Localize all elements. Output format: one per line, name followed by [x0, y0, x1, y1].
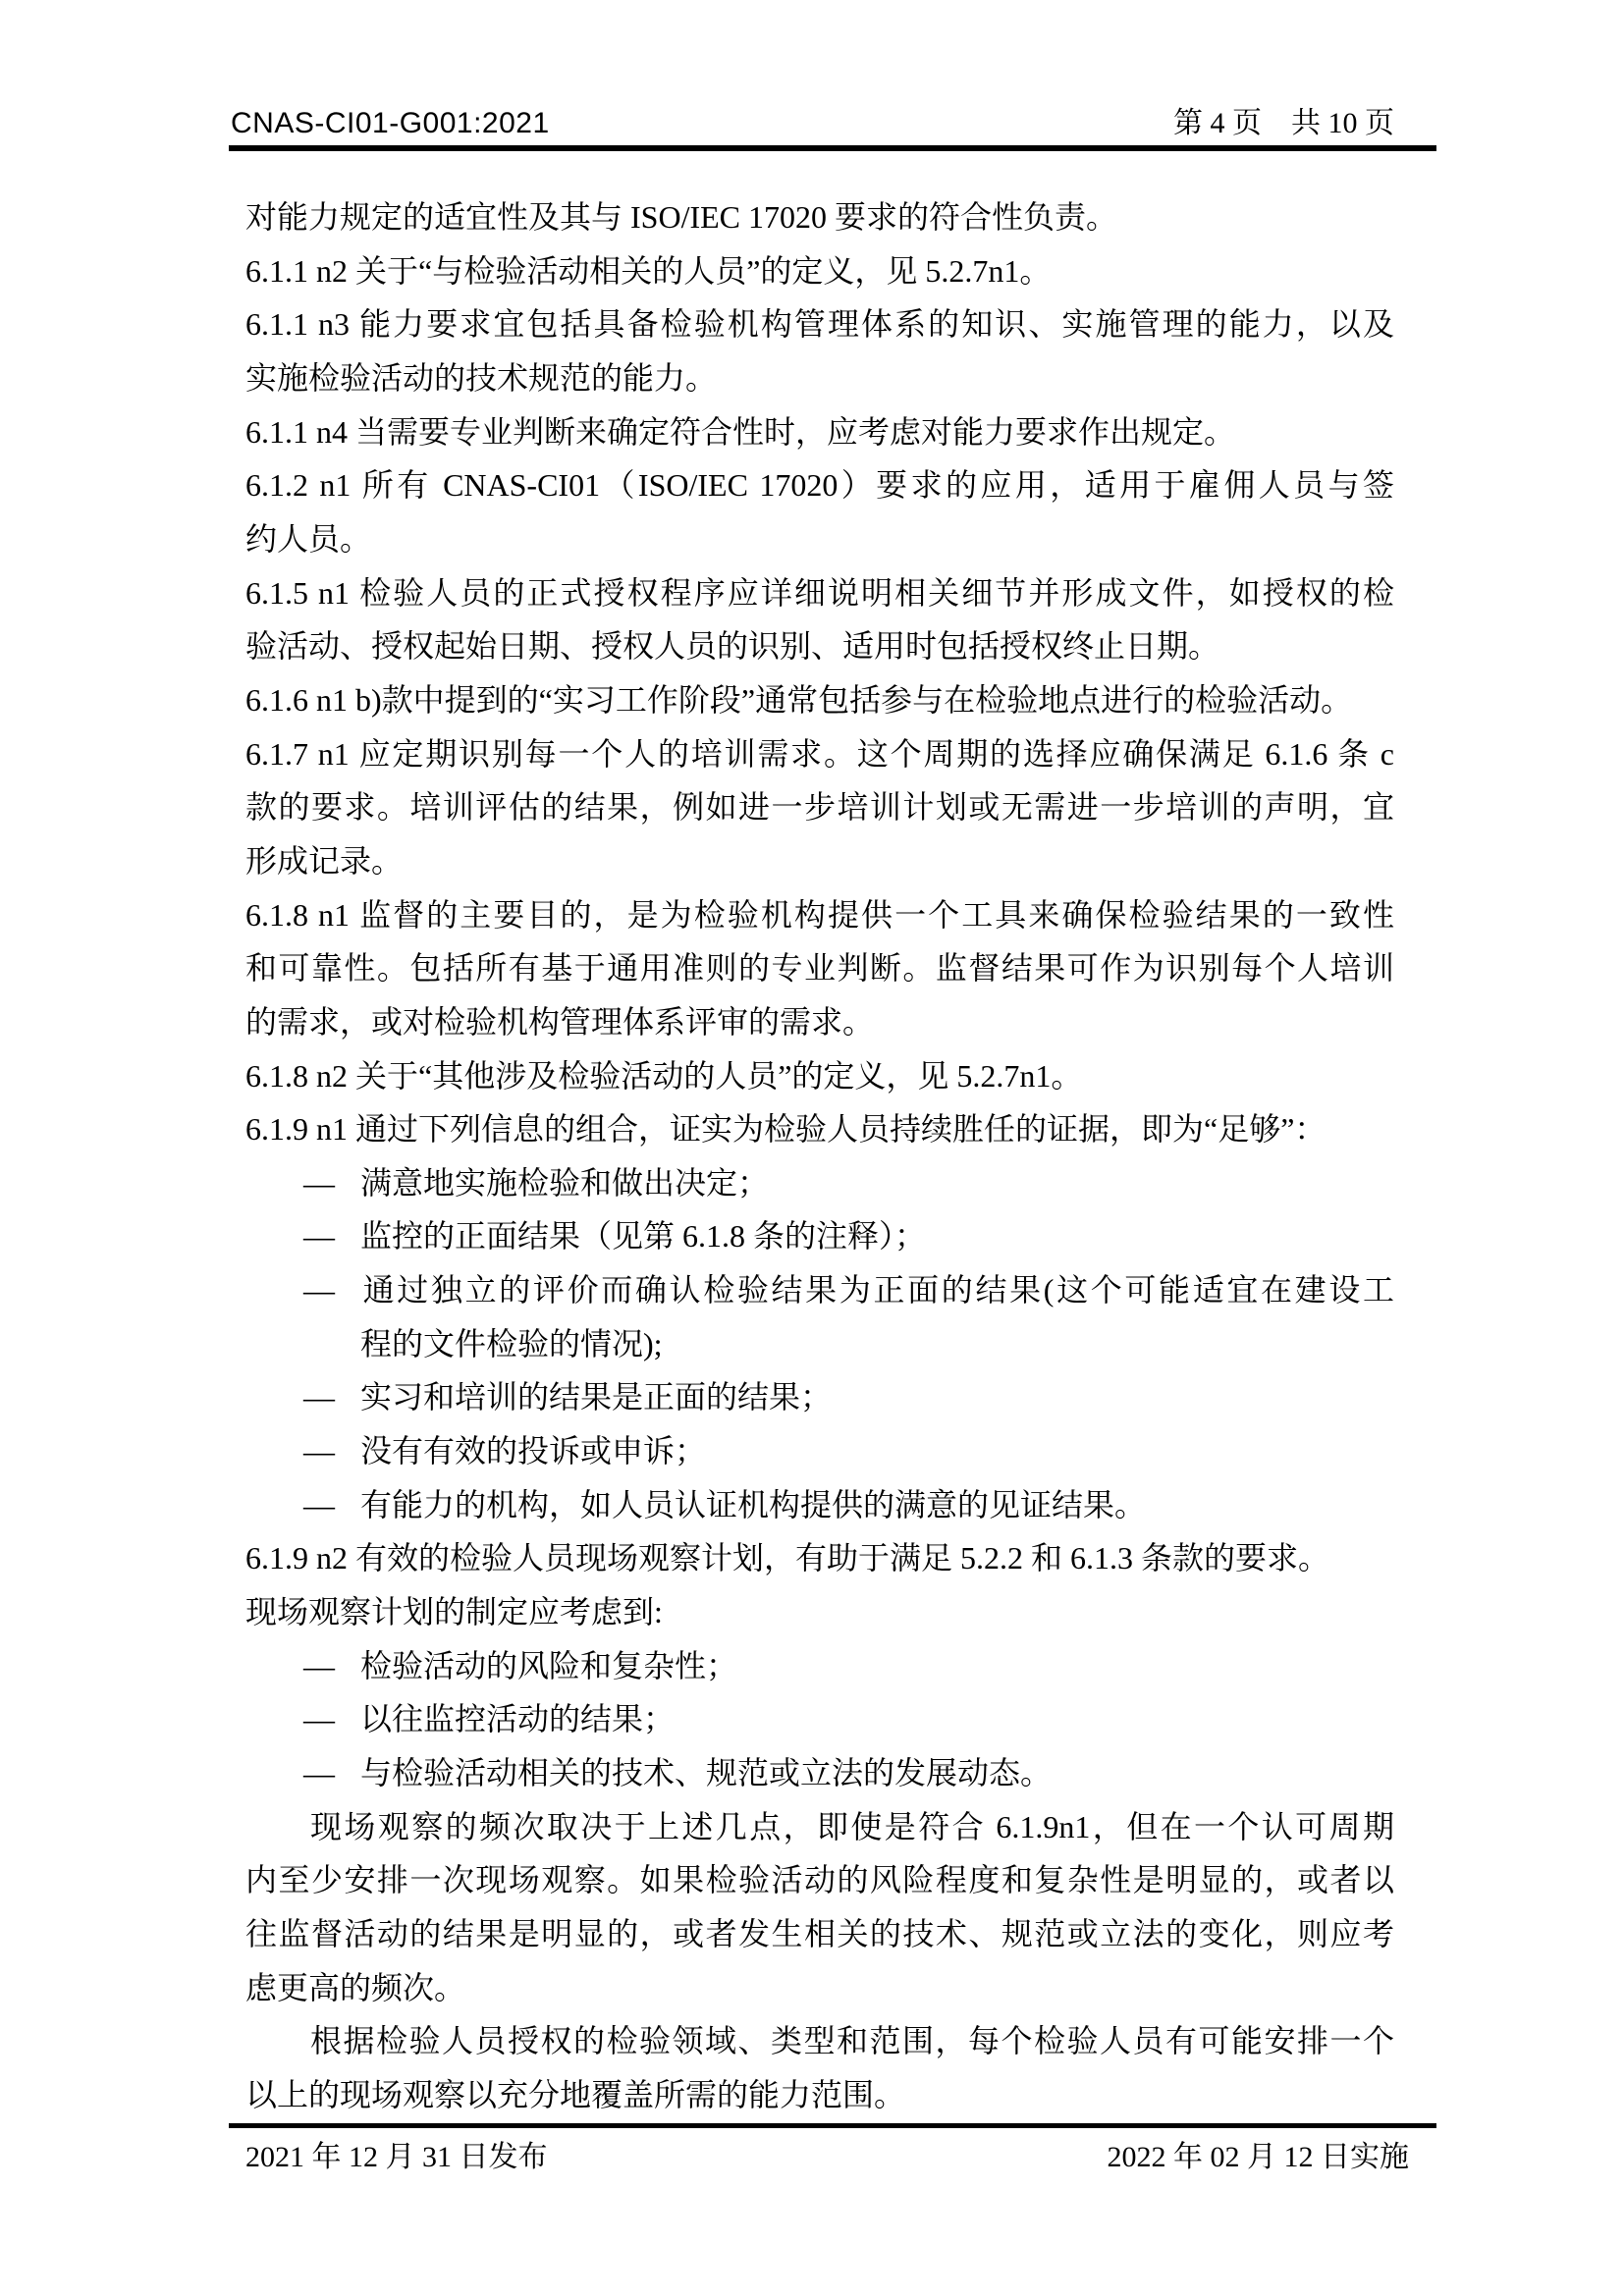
text-line: 内至少安排一次现场观察。如果检验活动的风险程度和复杂性是明显的，或者以	[245, 1862, 1394, 1898]
text-line: 往监督活动的结果是明显的，或者发生相关的技术、规范或立法的变化，则应考	[245, 1916, 1394, 1951]
bullet-line	[245, 1746, 1394, 1800]
bullet-line	[245, 1424, 1394, 1478]
bullet-line	[245, 1370, 1394, 1424]
bullet-dash-icon: —	[303, 1433, 335, 1469]
bullet-line	[245, 1692, 1394, 1746]
document-body	[245, 190, 1394, 2122]
bullet-text: 监控的正面结果（见第 6.1.8 条的注释）；	[360, 1218, 927, 1255]
text-line: 6.1.1 n3 能力要求宜包括具备检验机构管理体系的知识、实施管理的能力，以及	[245, 306, 1394, 343]
bullet-text: 以往监控活动的结果；	[360, 1701, 676, 1737]
bullet-text: 检验活动的风险和复杂性；	[360, 1647, 738, 1683]
paragraph-first-line: 根据检验人员授权的检验领域、类型和范围，每个检验人员有可能安排一个	[310, 2023, 1394, 2059]
page-footer	[245, 2132, 1409, 2175]
text-line: 约人员。	[245, 520, 372, 557]
bullet-text: 没有有效的投诉或申诉；	[360, 1433, 707, 1469]
bullet-continuation-line: 程的文件检验的情况);	[360, 1325, 663, 1362]
text-line: 对能力规定的适宜性及其与 ISO/IEC 17020 要求的符合性负责。	[245, 199, 1118, 235]
header-rule	[229, 145, 1436, 151]
bullet-line	[245, 1263, 1394, 1317]
bullet-dash-icon: —	[303, 1379, 335, 1415]
text-line: 6.1.1 n2 关于“与检验活动相关的人员”的定义，见 5.2.7n1。	[245, 252, 1052, 289]
text-line: 6.1.9 n2 有效的检验人员现场观察计划，有助于满足 5.2.2 和 6.1.3 条款的要求。	[245, 1540, 1330, 1576]
bullet-dash-icon: —	[303, 1701, 335, 1737]
text-line: 6.1.5 n1 检验人员的正式授权程序应详细说明相关细节并形成文件，如授权的检	[245, 574, 1394, 611]
bullet-line	[245, 1478, 1394, 1532]
document-number: CNAS-CI01-G001:2021	[231, 107, 550, 139]
bullet-dash-icon: —	[303, 1486, 335, 1522]
bullet-text: 通过独立的评价而确认检验结果为正面的结果(这个可能适宜在建设工	[360, 1272, 1394, 1308]
bullet-text: 满意地实施检验和做出决定；	[360, 1164, 770, 1201]
bullet-dash-icon: —	[303, 1164, 335, 1201]
bullet-dash-icon: —	[303, 1647, 335, 1683]
bullet-line	[245, 1639, 1394, 1693]
page-header	[231, 98, 1394, 141]
footer-rule	[229, 2123, 1436, 2128]
implement-date: 2022 年 02 月 12 日实施	[1107, 2141, 1409, 2173]
text-line: 6.1.1 n4 当需要专业判断来确定符合性时，应考虑对能力要求作出规定。	[245, 413, 1236, 450]
bullet-line	[245, 1156, 1394, 1210]
bullet-dash-icon: —	[303, 1755, 335, 1791]
text-line: 6.1.7 n1 应定期识别每一个人的培训需求。这个周期的选择应确保满足 6.1.6 条 c	[245, 735, 1394, 772]
bullet-line	[245, 1209, 1394, 1263]
text-line: 虑更高的频次。	[245, 1969, 466, 2005]
text-line: 6.1.9 n1 通过下列信息的组合，证实为检验人员持续胜任的证据，即为“足够”：	[245, 1111, 1326, 1148]
bullet-text: 实习和培训的结果是正面的结果；	[360, 1379, 833, 1415]
text-line: 以上的现场观察以充分地覆盖所需的能力范围。	[245, 2076, 906, 2112]
issue-date: 2021 年 12 月 31 日发布	[245, 2141, 548, 2173]
text-line: 款的要求。培训评估的结果，例如进一步培训计划或无需进一步培训的声明，宜	[245, 789, 1394, 826]
bullet-dash-icon: —	[303, 1218, 335, 1255]
text-line: 6.1.8 n1 监督的主要目的，是为检验机构提供一个工具来确保检验结果的一致性	[245, 896, 1394, 933]
text-line: 和可靠性。包括所有基于通用准则的专业判断。监督结果可作为识别每个人培训	[245, 950, 1394, 987]
bullet-text: 有能力的机构，如人员认证机构提供的满意的见证结果。	[360, 1486, 1147, 1522]
text-line: 实施检验活动的技术规范的能力。	[245, 359, 718, 396]
bullet-text: 与检验活动相关的技术、规范或立法的发展动态。	[360, 1755, 1053, 1791]
bullet-dash-icon: —	[303, 1272, 335, 1308]
text-line: 6.1.6 n1 b)款中提到的“实习工作阶段”通常包括参与在检验地点进行的检验活动。	[245, 681, 1353, 718]
text-line: 的需求，或对检验机构管理体系评审的需求。	[245, 1003, 875, 1040]
text-line: 形成记录。	[245, 842, 404, 879]
text-line: 现场观察计划的制定应考虑到:	[245, 1594, 663, 1630]
page-number-indicator: 第 4 页 共 10 页	[1173, 107, 1394, 139]
text-line: 验活动、授权起始日期、授权人员的识别、适用时包括授权终止日期。	[245, 628, 1220, 665]
text-line: 6.1.8 n2 关于“其他涉及检验活动的人员”的定义，见 5.2.7n1。	[245, 1057, 1083, 1094]
text-line: 6.1.2 n1 所有 CNAS-CI01（ISO/IEC 17020）要求的应用，适用于雇佣人员与签	[245, 467, 1394, 504]
paragraph-first-line: 现场观察的频次取决于上述几点，即使是符合 6.1.9n1，但在一个认可周期	[310, 1808, 1394, 1844]
